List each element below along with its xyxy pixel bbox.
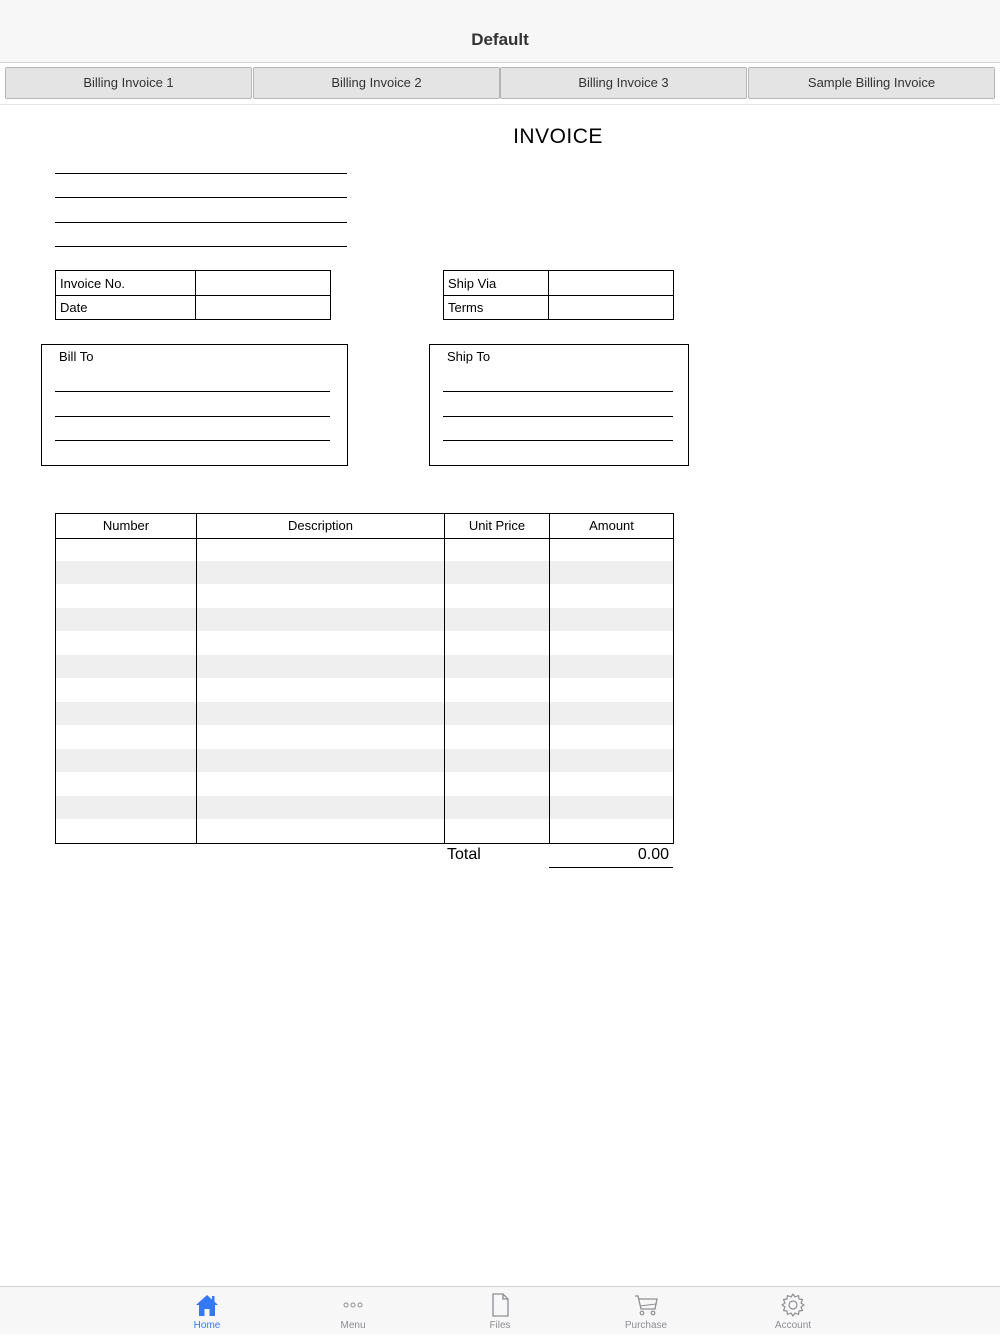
total-underline xyxy=(549,867,673,868)
bill-to-line-3[interactable] xyxy=(55,440,330,441)
column-header-amount: Amount xyxy=(589,518,634,533)
terms-label: Terms xyxy=(448,300,484,315)
tabbar-menu[interactable] xyxy=(303,1287,403,1335)
table-row[interactable] xyxy=(56,561,673,584)
line-items-table xyxy=(55,513,674,844)
invoice-tab-strip xyxy=(0,63,1000,105)
table-row[interactable] xyxy=(56,608,673,631)
tab-billing-invoice-3[interactable]: Billing Invoice 3 xyxy=(500,67,747,99)
more-icon xyxy=(340,1292,366,1318)
tab-billing-invoice-2[interactable]: Billing Invoice 2 xyxy=(253,67,500,99)
grid-divider xyxy=(55,295,331,296)
table-row[interactable] xyxy=(56,796,673,819)
table-row[interactable] xyxy=(56,702,673,725)
invoice-sheet xyxy=(0,106,1000,1286)
ship-to-label: Ship To xyxy=(447,349,491,364)
file-icon xyxy=(487,1292,513,1318)
gear-icon xyxy=(780,1292,806,1318)
column-header-number: Number xyxy=(102,518,150,533)
tabbar-files-label: Files xyxy=(489,1320,511,1331)
tabbar-home-label: Home xyxy=(193,1320,221,1331)
invoice-title: INVOICE xyxy=(513,125,603,148)
tab-sample-billing-invoice[interactable]: Sample Billing Invoice xyxy=(748,67,995,99)
tabbar-account[interactable] xyxy=(743,1287,843,1335)
company-address-line-2[interactable] xyxy=(55,197,347,198)
ship-via-field[interactable] xyxy=(553,276,671,294)
navigation-bar xyxy=(0,0,1000,63)
bill-to-line-2[interactable] xyxy=(55,416,330,417)
grid-divider xyxy=(443,295,674,296)
ship-to-line-2[interactable] xyxy=(443,416,673,417)
header-divider xyxy=(56,538,673,539)
home-icon xyxy=(194,1292,220,1318)
invoice-no-field[interactable] xyxy=(200,276,328,294)
ship-to-line-1[interactable] xyxy=(443,391,673,392)
date-field[interactable] xyxy=(200,300,328,318)
tabbar-menu-label: Menu xyxy=(340,1320,366,1331)
tab-billing-invoice-1[interactable]: Billing Invoice 1 xyxy=(5,67,252,99)
company-address-line-3[interactable] xyxy=(55,222,347,223)
table-row[interactable] xyxy=(56,655,673,678)
date-label: Date xyxy=(60,300,88,315)
company-address-line-4[interactable] xyxy=(55,246,347,247)
ship-to-line-3[interactable] xyxy=(443,440,673,441)
column-header-description: Description xyxy=(287,518,354,533)
column-divider xyxy=(549,514,550,843)
tabbar-purchase-label: Purchase xyxy=(624,1320,668,1331)
company-address-line-1[interactable] xyxy=(55,173,347,174)
terms-field[interactable] xyxy=(553,300,671,318)
cart-icon xyxy=(633,1292,659,1318)
column-divider xyxy=(444,514,445,843)
total-value: 0.00 xyxy=(637,846,669,863)
tabbar-account-label: Account xyxy=(774,1320,812,1331)
tabbar-purchase[interactable] xyxy=(596,1287,696,1335)
total-label: Total xyxy=(447,846,481,863)
tabbar-files[interactable] xyxy=(450,1287,550,1335)
tabbar-home[interactable] xyxy=(157,1287,257,1335)
bottom-tab-bar xyxy=(0,1286,1000,1334)
table-row[interactable] xyxy=(56,749,673,772)
invoice-no-label: Invoice No. xyxy=(60,276,126,291)
bill-to-line-1[interactable] xyxy=(55,391,330,392)
nav-title: Default xyxy=(471,30,529,49)
bill-to-label: Bill To xyxy=(59,349,94,364)
column-header-unit-price: Unit Price xyxy=(468,518,526,533)
ship-via-label: Ship Via xyxy=(448,276,497,291)
column-divider xyxy=(196,514,197,843)
